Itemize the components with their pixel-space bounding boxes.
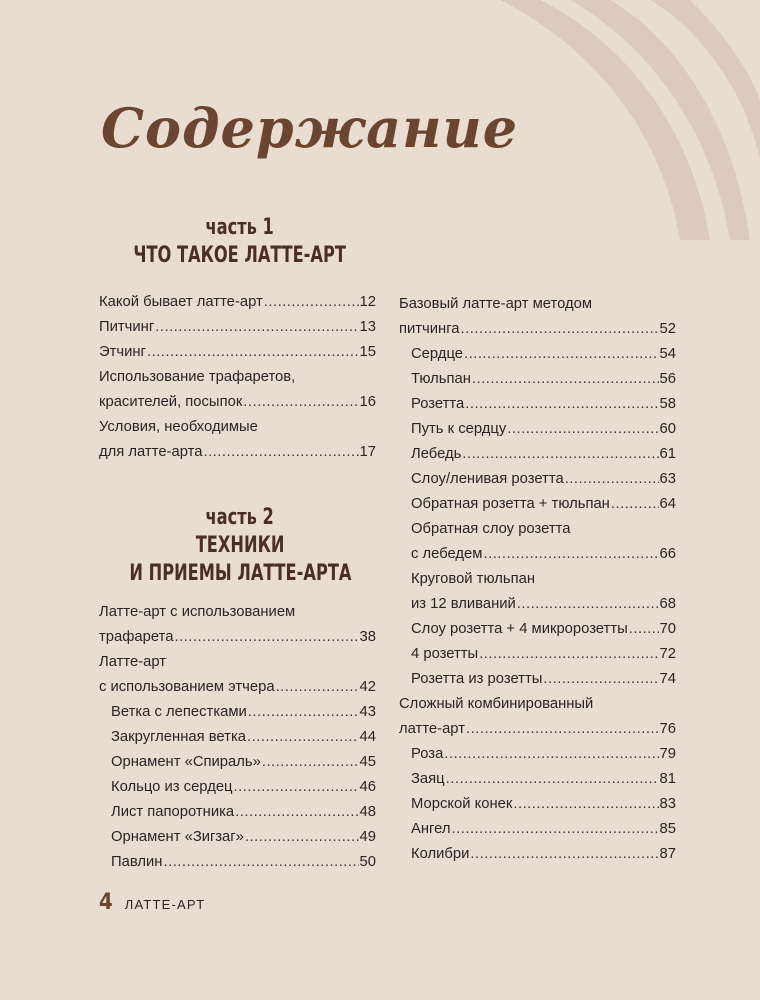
toc-subentry[interactable]: [399, 342, 676, 367]
toc-entry-page: 60: [659, 421, 676, 437]
toc-entry-title: 4 розетты: [411, 646, 479, 662]
toc-entry-title: красителей, посыпок: [99, 394, 243, 410]
toc-subentry-line1[interactable]: [399, 567, 676, 592]
toc-entry-page: 12: [359, 294, 376, 310]
toc-entry-title: трафарета: [99, 629, 174, 645]
part-2-number: часть 2: [205, 505, 275, 530]
toc-subentry[interactable]: [399, 467, 676, 492]
toc-entry-title: Базовый латте-арт методом: [399, 296, 593, 312]
toc-subentry[interactable]: [99, 825, 376, 850]
toc-entry[interactable]: [99, 675, 376, 700]
toc-entry-page: 50: [359, 854, 376, 870]
toc-entry-page: 64: [659, 496, 676, 512]
part-2-name-line2: И ПРИЕМЫ ЛАТТЕ-АРТА: [128, 561, 352, 586]
toc-entry[interactable]: [99, 625, 376, 650]
toc-entry-page: 66: [659, 546, 676, 562]
toc-entry-title: питчинга: [399, 321, 460, 337]
toc-entry-page: 42: [359, 679, 376, 695]
toc-left-part1: [99, 290, 376, 465]
toc-entry-page: 15: [359, 344, 376, 360]
toc-subentry[interactable]: [99, 800, 376, 825]
toc-entry-page: 58: [659, 396, 676, 412]
page-number: 4: [99, 890, 113, 915]
toc-entry-page: 45: [359, 754, 376, 770]
toc-entry-page: 44: [359, 729, 376, 745]
toc-entry-title: Орнамент «Зигзаг»: [111, 829, 244, 845]
toc-entry-title: Лебедь: [411, 446, 462, 462]
toc-entry[interactable]: [99, 440, 376, 465]
toc-entry-title: Тюльпан: [411, 371, 471, 387]
toc-entry[interactable]: [99, 315, 376, 340]
toc-entry-title: Слоу розетта + 4 микророзетты: [411, 621, 628, 637]
toc-right: [399, 292, 676, 867]
toc-subentry-line1[interactable]: [399, 517, 676, 542]
toc-entry-page: 87: [659, 846, 676, 862]
toc-subentry[interactable]: [399, 842, 676, 867]
toc-entry[interactable]: [399, 717, 676, 742]
toc-subentry[interactable]: [399, 767, 676, 792]
toc-subentry[interactable]: [99, 775, 376, 800]
toc-entry-line1[interactable]: [99, 365, 376, 390]
toc-entry-page: 52: [659, 321, 676, 337]
page-title: Содержание: [101, 96, 519, 160]
toc-entry-title: Лист папоротника: [111, 804, 235, 820]
toc-entry-line1[interactable]: [399, 292, 676, 317]
toc-entry-title: Заяц: [411, 771, 445, 787]
toc-entry-line1[interactable]: [99, 600, 376, 625]
toc-entry-page: 61: [659, 446, 676, 462]
toc-subentry[interactable]: [99, 850, 376, 875]
toc-entry-page: 70: [659, 621, 676, 637]
toc-entry-title: Колибри: [411, 846, 470, 862]
toc-entry-line1[interactable]: [399, 692, 676, 717]
toc-subentry[interactable]: [399, 592, 676, 617]
toc-entry-line1[interactable]: [99, 415, 376, 440]
toc-entry-title: с использованием этчера: [99, 679, 275, 695]
toc-subentry[interactable]: [399, 617, 676, 642]
page-footer: [99, 890, 205, 915]
toc-entry-title: Слоу/ленивая розетта: [411, 471, 564, 487]
toc-subentry[interactable]: [399, 442, 676, 467]
toc-entry-title: Обратная слоу розетта: [411, 521, 571, 537]
toc-entry-page: 43: [359, 704, 376, 720]
part-1-heading: [0, 214, 480, 270]
toc-entry-page: 72: [659, 646, 676, 662]
toc-entry-page: 38: [359, 629, 376, 645]
toc-entry-title: Питчинг: [99, 319, 155, 335]
toc-subentry[interactable]: [399, 492, 676, 517]
toc-entry-title: Морской конек: [411, 796, 513, 812]
toc-entry-page: 46: [359, 779, 376, 795]
toc-entry-title: Орнамент «Спираль»: [111, 754, 261, 770]
toc-subentry[interactable]: [399, 392, 676, 417]
toc-entry-page: 83: [659, 796, 676, 812]
toc-entry-title: Розетта из розетты: [411, 671, 543, 687]
toc-entry-page: 85: [659, 821, 676, 837]
toc-entry-title: Этчинг: [99, 344, 146, 360]
toc-entry-title: Ангел: [411, 821, 451, 837]
toc-entry-title: из 12 вливаний: [411, 596, 516, 612]
toc-entry-title: Закругленная ветка: [111, 729, 246, 745]
toc-entry-title: Обратная розетта + тюльпан: [411, 496, 610, 512]
toc-entry-page: 81: [659, 771, 676, 787]
toc-entry-page: 54: [659, 346, 676, 362]
toc-entry-title: Ветка с лепестками: [111, 704, 247, 720]
toc-subentry[interactable]: [399, 817, 676, 842]
toc-subentry[interactable]: [99, 725, 376, 750]
toc-subentry[interactable]: [399, 792, 676, 817]
toc-entry[interactable]: [99, 390, 376, 415]
toc-entry-title: Павлин: [111, 854, 163, 870]
toc-entry-page: 63: [659, 471, 676, 487]
toc-subentry[interactable]: [99, 750, 376, 775]
toc-entry-page: 48: [359, 804, 376, 820]
toc-subentry[interactable]: [399, 742, 676, 767]
toc-subentry[interactable]: [99, 700, 376, 725]
toc-entry-title: Кольцо из сердец: [111, 779, 233, 795]
toc-entry-page: 49: [359, 829, 376, 845]
toc-subentry[interactable]: [399, 367, 676, 392]
toc-entry-page: 17: [359, 444, 376, 460]
toc-subentry[interactable]: [399, 417, 676, 442]
toc-subentry[interactable]: [399, 542, 676, 567]
toc-subentry[interactable]: [399, 642, 676, 667]
toc-entry-title: латте-арт: [399, 721, 465, 737]
toc-entry[interactable]: [99, 290, 376, 315]
toc-entry-title: Условия, необходимые: [99, 419, 258, 435]
toc-entry-page: 68: [659, 596, 676, 612]
toc-entry-page: 74: [659, 671, 676, 687]
toc-entry-page: 13: [359, 319, 376, 335]
toc-entry-line1[interactable]: [99, 650, 376, 675]
toc-entry-title: Какой бывает латте-арт: [99, 294, 263, 310]
toc-entry-title: Использование трафаретов,: [99, 369, 296, 385]
toc-entry-title: для латте-арта: [99, 444, 203, 460]
toc-left-part2: [99, 600, 376, 875]
toc-subentry[interactable]: [399, 667, 676, 692]
toc-entry-title: Латте-арт: [99, 654, 167, 670]
part-1-name: ЧТО ТАКОЕ ЛАТТЕ-АРТ: [133, 243, 347, 268]
toc-entry-title: Роза: [411, 746, 444, 762]
toc-entry-page: 79: [659, 746, 676, 762]
toc-entry-title: с лебедем: [411, 546, 483, 562]
toc-entry[interactable]: [399, 317, 676, 342]
toc-entry-title: Латте-арт с использованием: [99, 604, 296, 620]
running-title: ЛАТТЕ-АРТ: [124, 897, 206, 912]
toc-entry-title: Круговой тюльпан: [411, 571, 535, 587]
toc-entry-title: Сердце: [411, 346, 463, 362]
toc-entry-page: 76: [659, 721, 676, 737]
toc-entry-title: Розетта: [411, 396, 465, 412]
part-1-number: часть 1: [205, 215, 275, 240]
toc-entry-title: Путь к сердцу: [411, 421, 507, 437]
toc-entry-title: Сложный комбинированный: [399, 696, 594, 712]
part-2-name-line1: ТЕХНИКИ: [195, 533, 285, 558]
toc-entry[interactable]: [99, 340, 376, 365]
toc-entry-page: 16: [359, 394, 376, 410]
toc-entry-page: 56: [659, 371, 676, 387]
